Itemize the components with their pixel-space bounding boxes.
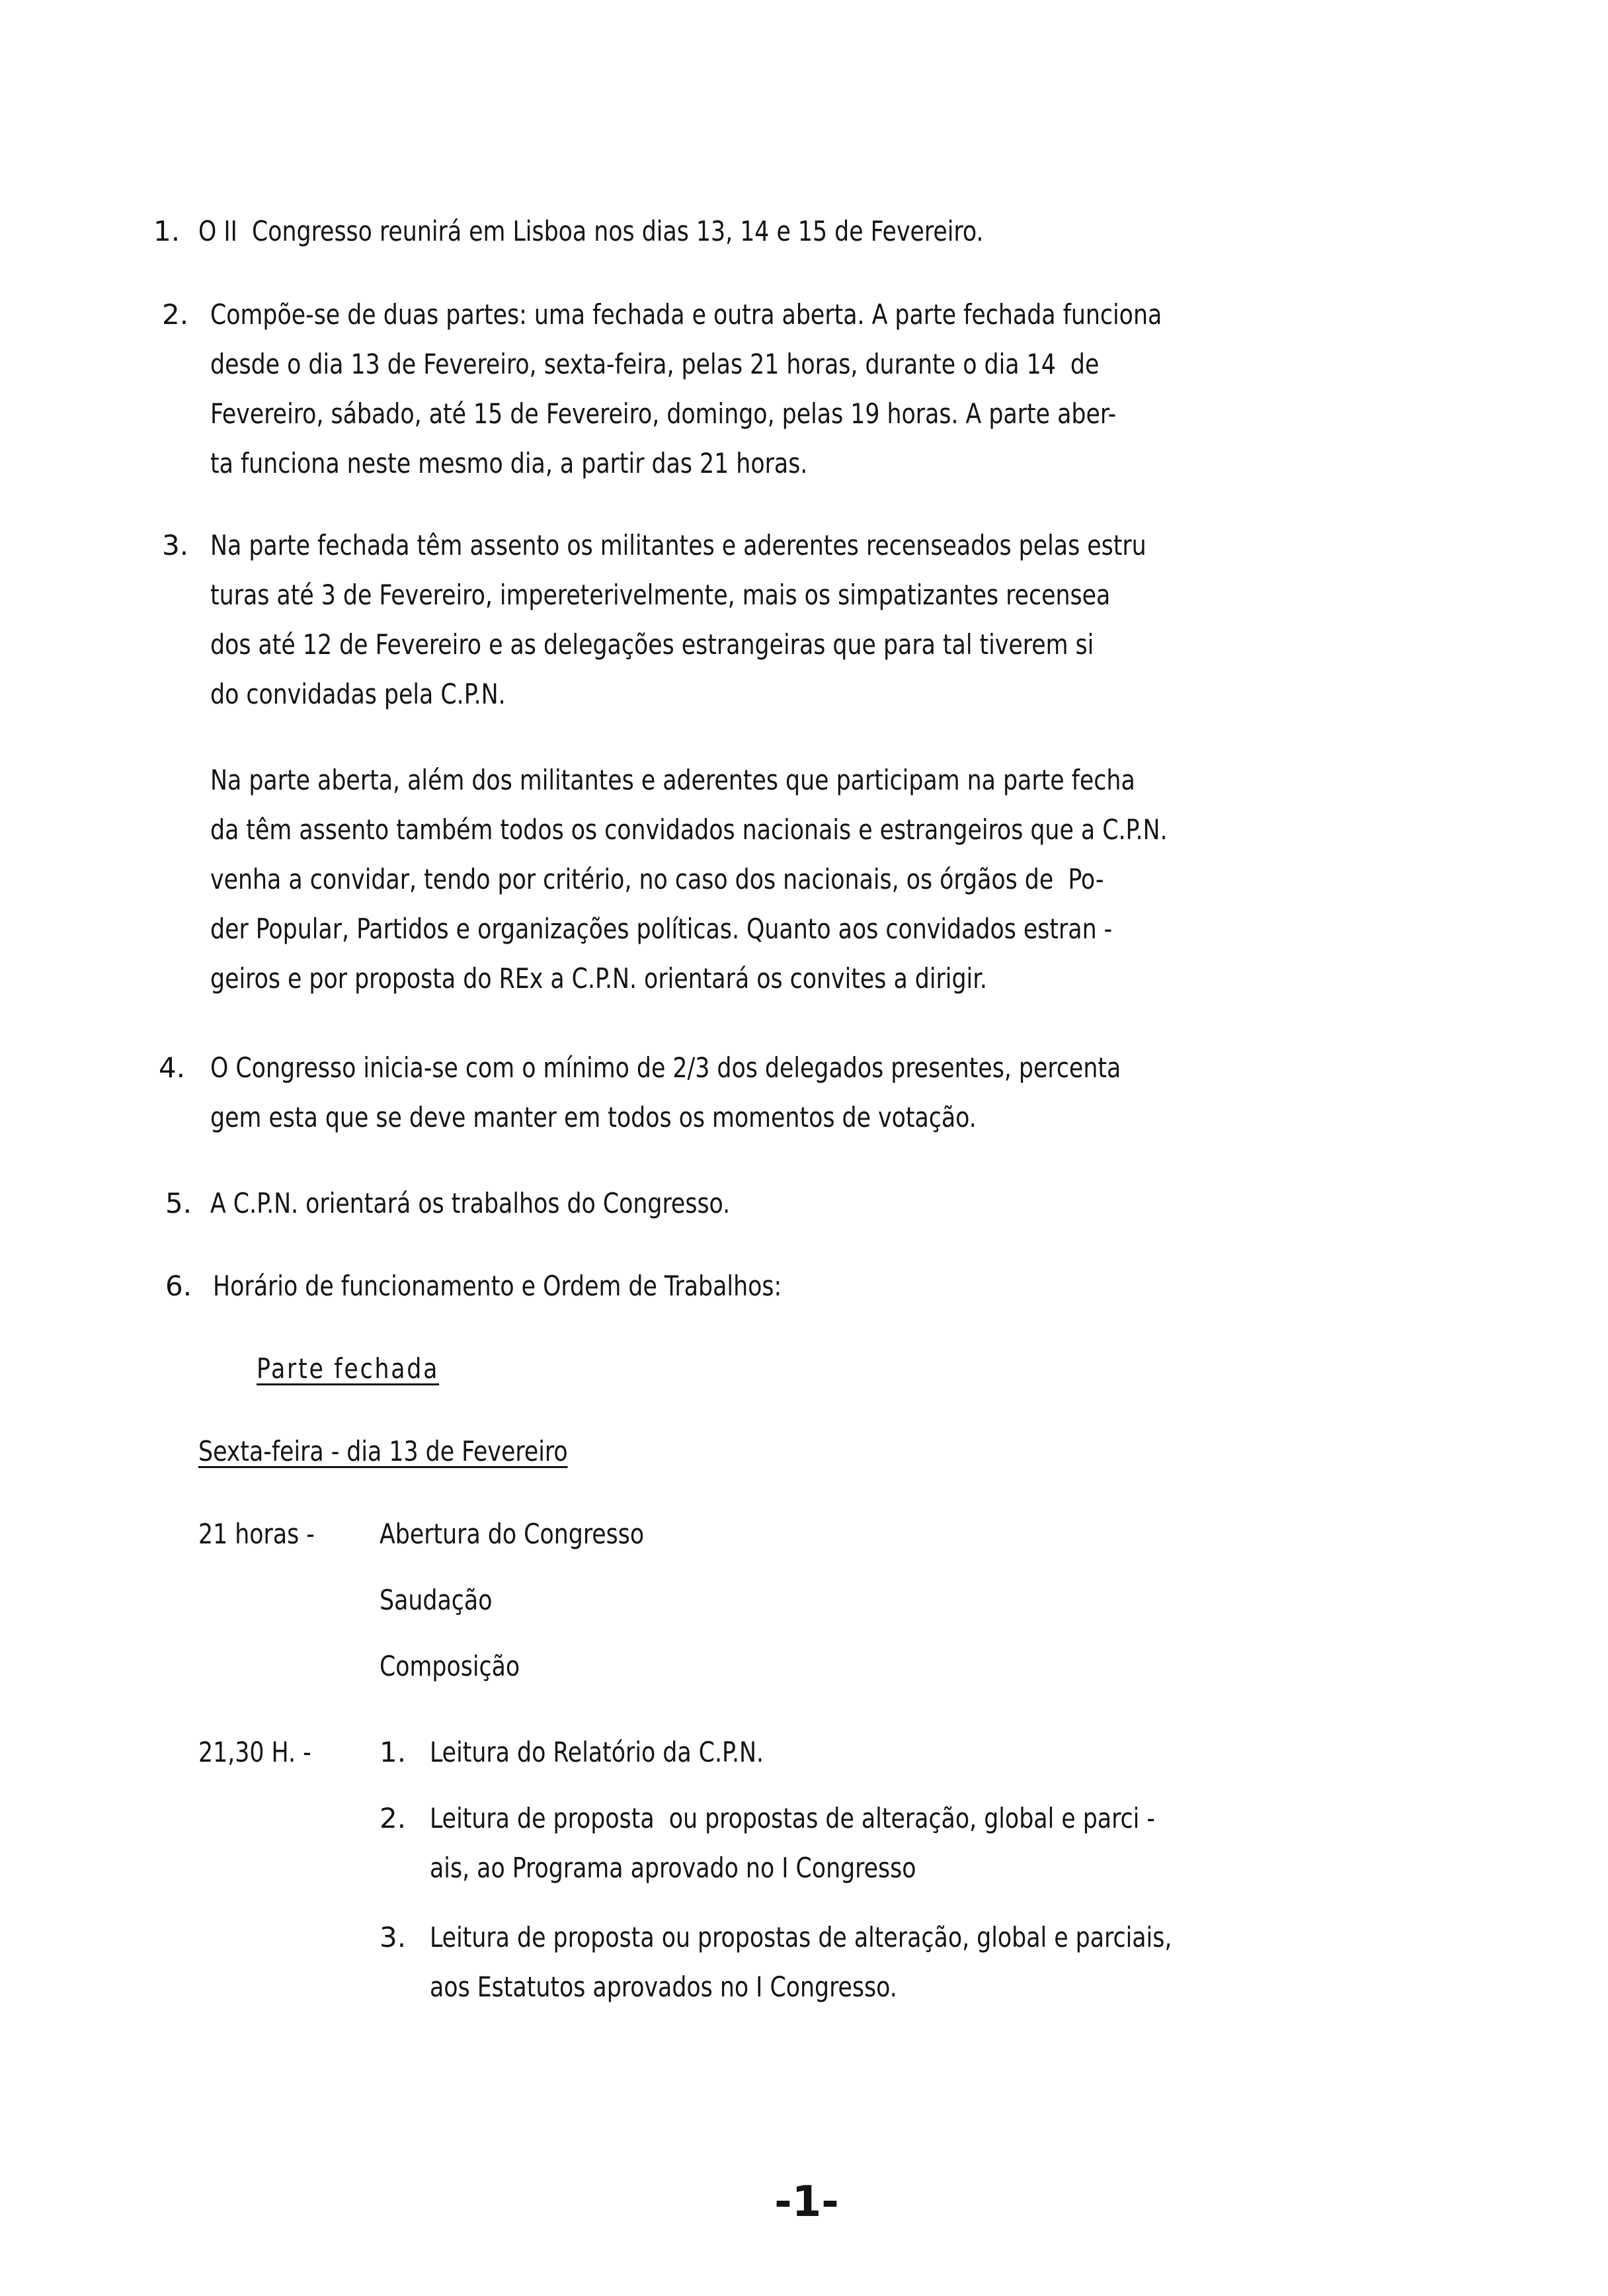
agenda-line: Leitura do Relatório da C.P.N. xyxy=(430,1736,764,1768)
item-text-line: turas até 3 de Fevereiro, impereterivelmente, mais os simpatizantes recensea xyxy=(210,579,1111,611)
agenda-line: aos Estatutos aprovados no I Congresso. xyxy=(430,1971,897,2003)
item-text-line: der Popular, Partidos e organizações políticas. Quanto aos convidados estran - xyxy=(210,913,1113,945)
agenda-number: 3. xyxy=(380,1921,407,1953)
agenda-line: ais, ao Programa aprovado no I Congresso xyxy=(430,1852,916,1884)
slot-time: 21 horas - xyxy=(198,1518,315,1550)
item-text-line: A C.P.N. orientará os trabalhos do Congresso. xyxy=(210,1187,731,1219)
item-text-line: da têm assento também todos os convidados nacionais e estrangeiros que a C.P.N. xyxy=(210,813,1168,846)
item-text-line: Compõe-se de duas partes: uma fechada e outra aberta. A parte fechada funciona xyxy=(210,298,1162,331)
item-text-line: Horário de funcionamento e Ordem de Trabalhos: xyxy=(213,1270,782,1302)
slot-time: 21,30 H. - xyxy=(198,1736,311,1768)
item-text-line: do convidadas pela C.P.N. xyxy=(210,678,506,710)
day-heading: Sexta-feira - dia 13 de Fevereiro xyxy=(198,1435,568,1467)
item-number: 1. xyxy=(153,215,181,247)
item-number: 2. xyxy=(162,298,189,331)
item-number: 6. xyxy=(165,1270,192,1302)
item-text-line: gem esta que se deve manter em todos os momentos de votação. xyxy=(210,1101,977,1133)
slot-item: Abertura do Congresso xyxy=(380,1518,645,1550)
item-text-line: Na parte aberta, além dos militantes e aderentes que participam na parte fecha xyxy=(210,764,1135,796)
page-number: -1- xyxy=(774,2178,839,2227)
agenda-number: 2. xyxy=(380,1802,407,1834)
section-title: Parte fechada xyxy=(257,1352,440,1385)
item-text-line: O II Congresso reunirá em Lisboa nos dias 13, 14 e 15 de Fevereiro. xyxy=(198,215,984,247)
agenda-number: 1. xyxy=(380,1736,407,1768)
item-text-line: geiros e por proposta do REx a C.P.N. orientará os convites a dirigir. xyxy=(210,962,987,995)
agenda-line: Leitura de proposta ou propostas de alteração, global e parci - xyxy=(430,1802,1155,1834)
slot-item: Composição xyxy=(380,1650,520,1682)
item-number: 3. xyxy=(162,529,189,561)
item-text-line: Na parte fechada têm assento os militantes e aderentes recenseados pelas estru xyxy=(210,529,1146,561)
agenda-line: Leitura de proposta ou propostas de alteração, global e parciais, xyxy=(430,1921,1172,1953)
item-text-line: O Congresso inicia-se com o mínimo de 2/3 dos delegados presentes, percenta xyxy=(210,1051,1121,1084)
item-number: 4. xyxy=(159,1051,186,1084)
item-text-line: Fevereiro, sábado, até 15 de Fevereiro, domingo, pelas 19 horas. A parte aber- xyxy=(210,397,1117,430)
slot-item: Saudação xyxy=(380,1584,493,1616)
item-text-line: desde o dia 13 de Fevereiro, sexta-feira, pelas 21 horas, durante o dia 14 de xyxy=(210,348,1100,380)
item-number: 5. xyxy=(165,1187,192,1219)
item-text-line: ta funciona neste mesmo dia, a partir das 21 horas. xyxy=(210,447,808,479)
item-text-line: venha a convidar, tendo por critério, no caso dos nacionais, os órgãos de Po- xyxy=(210,863,1104,895)
item-text-line: dos até 12 de Fevereiro e as delegações estrangeiras que para tal tiverem si xyxy=(210,628,1094,661)
